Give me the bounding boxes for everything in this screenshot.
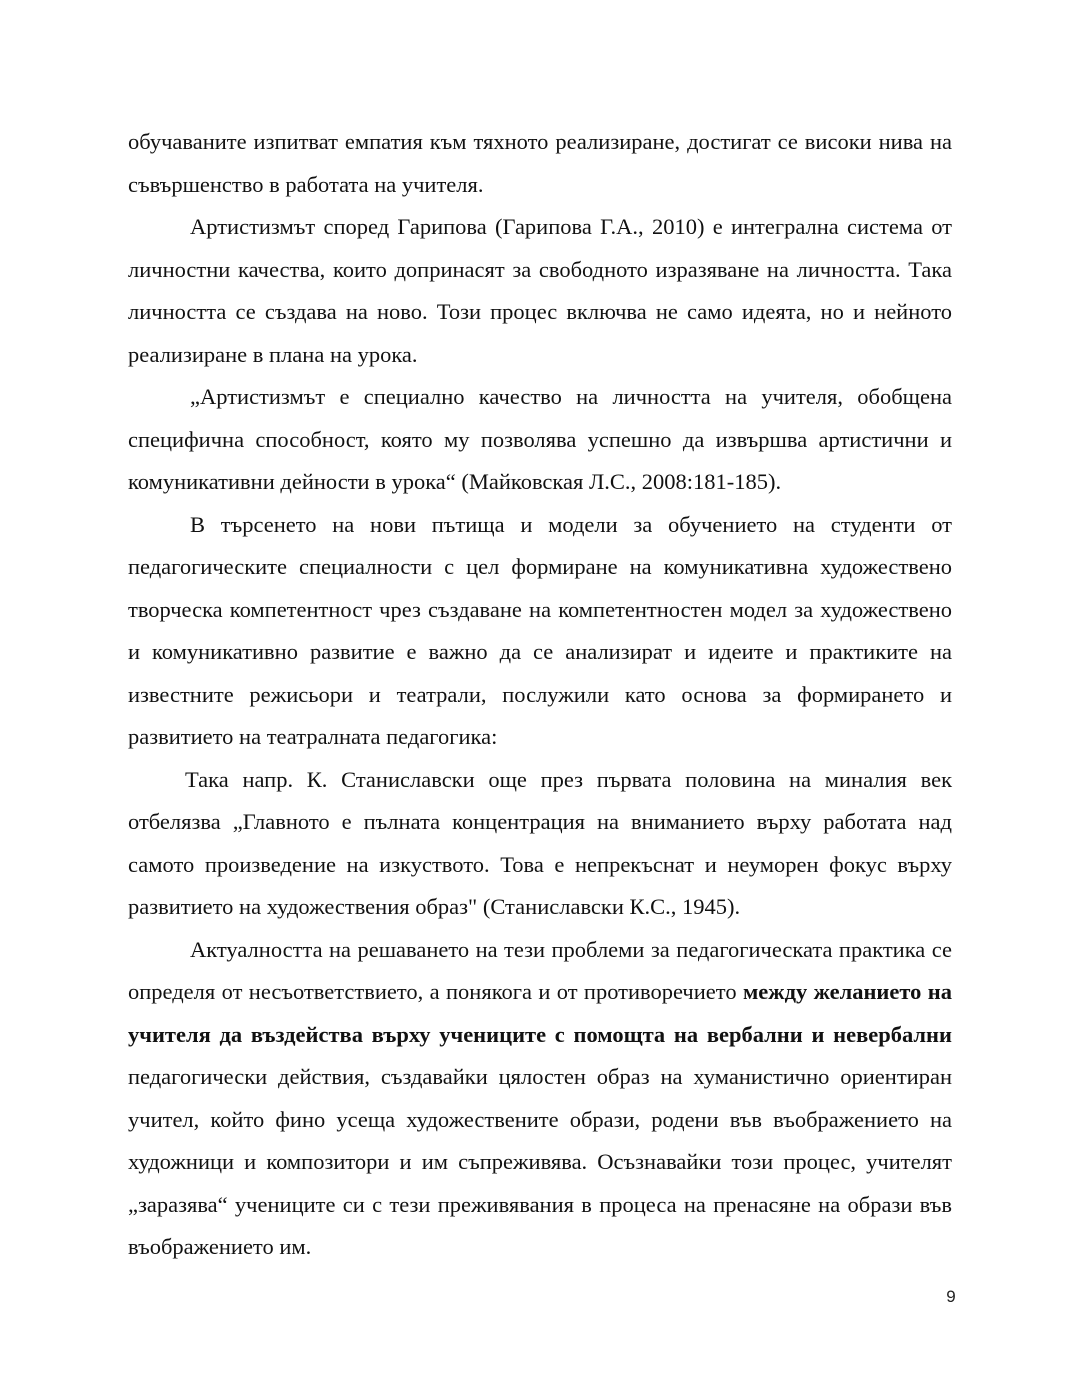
paragraph-new-models: В търсенето на нови пътища и модели за обучението на студенти от педагогическите специалности с цел формиране на комуникативна художествено творческа компетентност чрез създаване на компетентностен модел за художествено и комуникативно развитие е важно да се анализират и идеите и практиките на известните режисьори и театрали, послужили като основа за формирането и развитието на театралната педагогика: [128,511,952,749]
paragraph-relevance-start: Актуалността на решаването на тези проблеми за педагогическата практика се определя от несъответствието, а понякога и от противоречието [128,936,952,1004]
paragraph-stanislavski: Така напр. К. Станиславски още през първата половина на миналия век отбелязва „Главното е пълната концентрация на вниманието върху работата над самото произведение на изкуството. Това е непрекъснат и неуморен фокус върху развитието на художествения образ" (Станиславски К.С., 1945). [128,766,952,919]
document-body [128,121,952,1269]
paragraph-continuation: обучаваните изпитват емпатия към тяхното реализиране, достигат се високи нива на съвършенство в работата на учителя. [128,129,952,197]
paragraph-relevance-end: педагогически действия, създавайки цялостен образ на хуманистично ориентиран учител, който фино усеща художествените образи, родени във въображението на художници и композитори и им съпреживява. Осъзнавайки този процес, учителят „заразява“ учениците си с тези преживявания в процеса на пренасяне на образи във въображението им. [128,1064,952,1259]
paragraph-artistism-garipova: Артистизмът според Гарипова (Гарипова Г.А., 2010) е интегрална система от личностни качества, които допринасят за свободното изразяване на личността. Така личността се създава на ново. Този процес включва не само идеята, но и нейното реализиране в плана на урока. [128,214,952,367]
paragraph-relevance [128,929,952,1269]
page-number: 9 [946,1287,956,1306]
paragraph-artistism-quote: „Артистизмът е специално качество на личността на учителя, обобщена специфична способност, която му позволява успешно да извършва артистични и комуникативни дейности в урока“ (Майковская Л.С., 2008:181-185). [128,384,952,494]
paragraph-relevance-emphasis: между желанието на учителя да въздейства върху учениците с помощта на вербални и невербални [128,979,952,1047]
